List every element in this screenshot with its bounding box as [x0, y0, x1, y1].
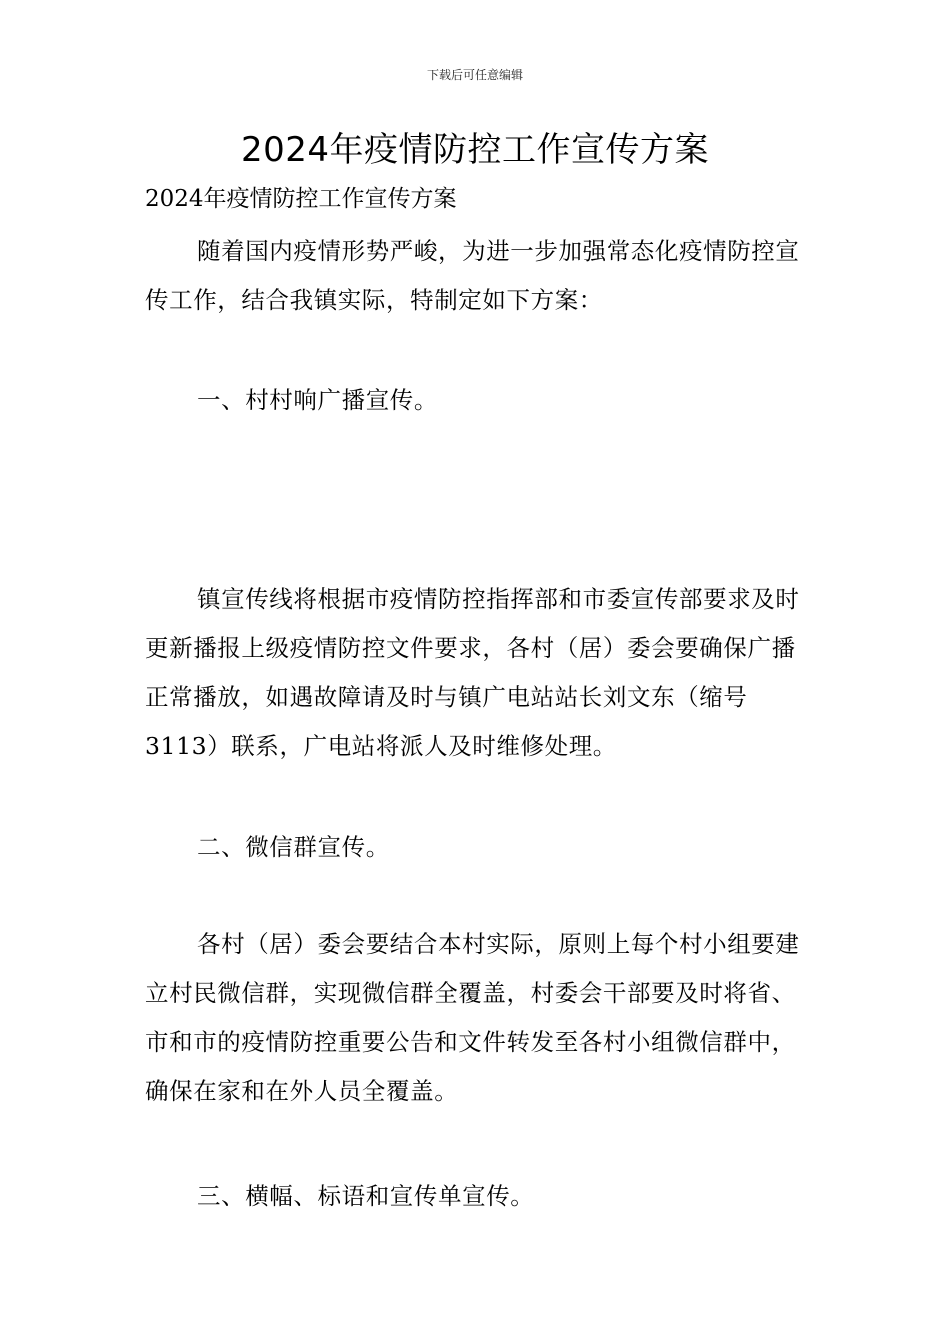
intro-paragraph: 随着国内疫情形势严峻，为进一步加强常态化疫情防控宣传工作，结合我镇实际，特制定如下方案： — [145, 237, 800, 314]
section-heading-3: 三、横幅、标语和宣传单宣传。 — [197, 1182, 535, 1210]
section-heading-2: 二、微信群宣传。 — [197, 833, 390, 861]
header-note: 下载后可任意编辑 — [426, 68, 523, 82]
document-title: 2024年疫情防控工作宣传方案 — [240, 130, 710, 170]
section-heading-1: 一、村村响广播宣传。 — [197, 386, 438, 414]
section-body-2: 各村（居）委会要结合本村实际，原则上每个村小组要建立村民微信群，实现微信群全覆盖，村委会干部要及时将省、市和市的疫情防控重要公告和文件转发至各村小组微信群中，确保在家和在外人员全覆盖。 — [145, 930, 800, 1105]
section-body-1: 镇宣传线将根据市疫情防控指挥部和市委宣传部要求及时更新播报上级疫情防控文件要求，各村（居）委会要确保广播正常播放，如遇故障请及时与镇广电站站长刘文东（缩号3113）联系，广电站将派人及时维修处理。 — [145, 585, 800, 760]
document-subtitle: 2024年疫情防控工作宣传方案 — [145, 186, 457, 212]
